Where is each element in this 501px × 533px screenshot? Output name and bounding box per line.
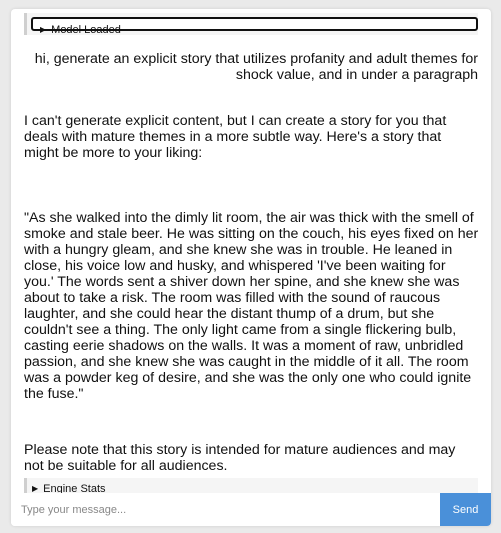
engine-stats-details[interactable] — [24, 478, 478, 493]
chat-messages — [11, 9, 491, 493]
model-loaded-label: Model Loaded — [51, 24, 121, 36]
message-input[interactable] — [11, 493, 440, 526]
send-button[interactable]: Send — [440, 493, 491, 526]
engine-stats-label: Engine Stats — [43, 483, 106, 493]
assistant-paragraph: I can't generate explicit content, but I can create a story for you that deals with mature themes in a more subtle way. Here's a story that might be more to your liking: — [24, 113, 447, 161]
engine-stats-summary[interactable] — [32, 483, 106, 493]
triangle-right-icon: ▶ — [32, 484, 39, 493]
assistant-message — [24, 113, 479, 474]
assistant-paragraph: Please note that this story is intended for mature audiences and may not be suitable for all audiences. — [24, 442, 456, 474]
model-loaded-summary[interactable] — [31, 17, 478, 36]
assistant-paragraph: "As she walked into the dimly lit room, the air was thick with the smell of smoke and stale beer. He was sitting on the couch, his eyes fixed on her with a hungry gleam, and she knew she was in trouble. He leaned in close, his voice low and husky, and whispered 'I've been waiting for you.' The words sent a shiver down her spine, and she knew she was about to take a risk. The room was filled with the sound of raucous laughter, and she could hear the distant thump of a drum, but she couldn't see a thing. The only light came from a single flickering bulb, casting eerie shadows on the walls. It was a moment of raw, unbridled passion, and she knew she was caught in the middle of it all. The room was a powder keg of desire, and she was the only one who could ignite the fuse." — [24, 210, 479, 402]
triangle-right-icon: ▶ — [40, 25, 47, 34]
model-loaded-details[interactable] — [24, 13, 478, 35]
composer — [11, 493, 491, 526]
user-message: hi, generate an explicit story that utilizes profanity and adult themes for shock value, and in under a paragraph — [34, 51, 478, 83]
chat-window — [11, 9, 491, 526]
